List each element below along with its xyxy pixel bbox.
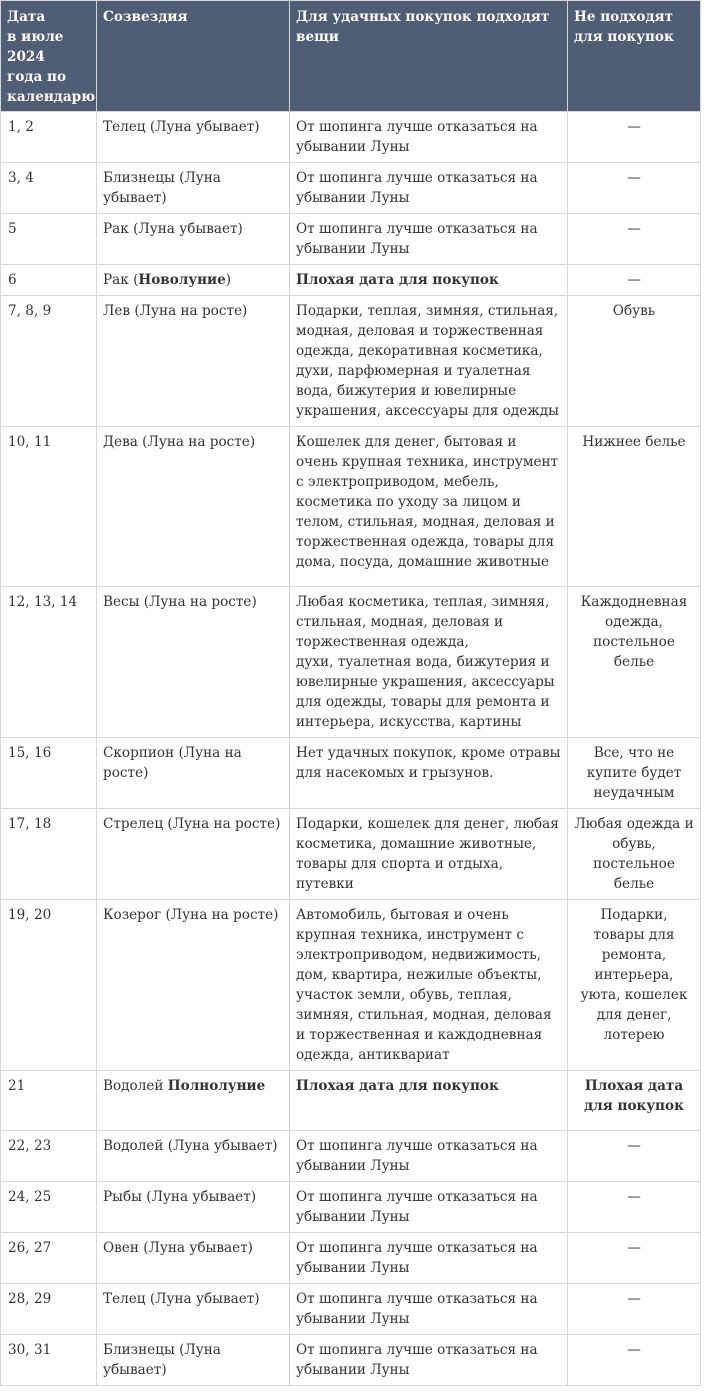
cell-dates: 1, 2 [1, 112, 97, 163]
cell-good: Подарки, теплая, зимняя, стильная, модная, деловая и торжественная одежда, декоративная косметика, духи, парфюмерная и туалетная вода, бижутерия и ювелирные украшения, аксессуары для одежды [290, 296, 568, 427]
cell-bad: — [568, 265, 701, 296]
cell-bad: Каждодневная одежда, постельное белье [568, 587, 701, 738]
cell-good-part-1: Любая косметика, теплая, зимняя, стильная, модная, деловая и торжественная одежда, [296, 594, 550, 650]
cell-good: От шопинга лучше отказаться на убывании Луны [290, 1284, 568, 1335]
new-moon-label: Новолуние [138, 272, 226, 288]
table-row [1, 1071, 701, 1131]
table-row [1, 1182, 701, 1233]
cell-bad: Любая одежда и обувь, постельное белье [568, 809, 701, 900]
cell-good [290, 587, 568, 738]
cell-sign: Водолей (Луна убывает) [97, 1131, 290, 1182]
cell-dates: 7, 8, 9 [1, 296, 97, 427]
cell-dates: 15, 16 [1, 738, 97, 809]
cell-bad: — [568, 112, 701, 163]
cell-sign [97, 1071, 290, 1131]
cell-good: От шопинга лучше отказаться на убывании Луны [290, 1335, 568, 1386]
cell-bad: — [568, 163, 701, 214]
cell-good: Плохая дата для покупок [290, 1071, 568, 1131]
cell-sign: Телец (Луна убывает) [97, 112, 290, 163]
header-constellation: Созвездия [97, 1, 290, 112]
table-row [1, 427, 701, 587]
table-row [1, 265, 701, 296]
table-header-row [1, 1, 701, 112]
cell-good: От шопинга лучше отказаться на убывании Луны [290, 112, 568, 163]
cell-bad: Подарки, товары для ремонта, интерьера, уюта, кошелек для денег, лотерею [568, 900, 701, 1071]
cell-good: Автомобиль, бытовая и очень крупная техника, инструмент с электроприводом, недвижимость, дом, квартира, нежилые объекты, участок земли, обувь, теплая, зимняя, стильная, модная, деловая и торжественная и каждодневная одежда, антиквариат [290, 900, 568, 1071]
cell-sign: Дева (Луна на росте) [97, 427, 290, 587]
table-row [1, 214, 701, 265]
table-row [1, 163, 701, 214]
table-row [1, 738, 701, 809]
table-row [1, 900, 701, 1071]
table-row [1, 587, 701, 738]
cell-good-part-2: духи, туалетная вода, бижутерия и ювелирные украшения, аксессуары для одежды, товары для ремонта и интерьера, искусства, картины [296, 654, 555, 730]
cell-sign: Телец (Луна убывает) [97, 1284, 290, 1335]
cell-dates: 26, 27 [1, 1233, 97, 1284]
table-row [1, 1233, 701, 1284]
cell-sign: Стрелец (Луна на росте) [97, 809, 290, 900]
cell-good: Подарки, кошелек для денег, любая косметика, домашние животные, товары для спорта и отдыха, путевки [290, 809, 568, 900]
cell-good: От шопинга лучше отказаться на убывании Луны [290, 1131, 568, 1182]
cell-bad: — [568, 1182, 701, 1233]
cell-dates: 30, 31 [1, 1335, 97, 1386]
cell-sign: Рыбы (Луна убывает) [97, 1182, 290, 1233]
header-dates-l4: года по [7, 69, 67, 85]
header-dates [1, 1, 97, 112]
cell-dates: 6 [1, 265, 97, 296]
sign-text: Водолей [103, 1078, 168, 1094]
cell-good: От шопинга лучше отказаться на убывании Луны [290, 163, 568, 214]
cell-sign: Скорпион (Луна на росте) [97, 738, 290, 809]
cell-dates: 21 [1, 1071, 97, 1131]
cell-dates: 17, 18 [1, 809, 97, 900]
table-row [1, 112, 701, 163]
cell-sign: Овен (Луна убывает) [97, 1233, 290, 1284]
sign-tail: ) [225, 272, 232, 288]
cell-good: Нет удачных покупок, кроме отравы для насекомых и грызунов. [290, 738, 568, 809]
header-good-purchases: Для удачных покупок подходят вещи [290, 1, 568, 112]
header-dates-l5: календарю [7, 89, 96, 105]
cell-sign: Весы (Луна на росте) [97, 587, 290, 738]
sign-text: Рак ( [103, 272, 139, 288]
cell-sign: Козерог (Луна на росте) [97, 900, 290, 1071]
cell-sign: Рак (Луна убывает) [97, 214, 290, 265]
cell-dates: 10, 11 [1, 427, 97, 587]
cell-bad: Все, что не купите будет неудачным [568, 738, 701, 809]
cell-good: Плохая дата для покупок [290, 265, 568, 296]
full-moon-label: Полнолуние [167, 1078, 266, 1094]
header-dates-l2: в июле [7, 29, 64, 45]
cell-sign [97, 265, 290, 296]
cell-sign: Близнецы (Луна убывает) [97, 1335, 290, 1386]
header-dates-l1: Дата [7, 9, 46, 25]
header-dates-l3: 2024 [7, 49, 45, 65]
cell-bad: — [568, 1284, 701, 1335]
cell-good: От шопинга лучше отказаться на убывании Луны [290, 214, 568, 265]
cell-dates: 5 [1, 214, 97, 265]
cell-bad: Обувь [568, 296, 701, 427]
table-row [1, 809, 701, 900]
table-row [1, 296, 701, 427]
cell-bad: Нижнее белье [568, 427, 701, 587]
cell-bad: — [568, 1131, 701, 1182]
cell-bad: — [568, 1233, 701, 1284]
cell-dates: 12, 13, 14 [1, 587, 97, 738]
cell-good: Кошелек для денег, бытовая и очень крупная техника, инструмент с электроприводом, мебель, косметика по уходу за лицом и телом, стильная, модная, деловая и торжественная одежда, товары для дома, посуда, домашние животные [290, 427, 568, 587]
table-row [1, 1284, 701, 1335]
table-row [1, 1335, 701, 1386]
table-row [1, 1131, 701, 1182]
cell-bad: — [568, 1335, 701, 1386]
cell-good: От шопинга лучше отказаться на убывании Луны [290, 1233, 568, 1284]
cell-dates: 3, 4 [1, 163, 97, 214]
cell-bad: Плохая дата для покупок [568, 1071, 701, 1131]
cell-sign: Близнецы (Луна убывает) [97, 163, 290, 214]
cell-dates: 19, 20 [1, 900, 97, 1071]
header-bad-purchases: Не подходят для покупок [568, 1, 701, 112]
cell-dates: 28, 29 [1, 1284, 97, 1335]
cell-dates: 24, 25 [1, 1182, 97, 1233]
cell-dates: 22, 23 [1, 1131, 97, 1182]
cell-good: От шопинга лучше отказаться на убывании Луны [290, 1182, 568, 1233]
cell-sign: Лев (Луна на росте) [97, 296, 290, 427]
cell-bad: — [568, 214, 701, 265]
